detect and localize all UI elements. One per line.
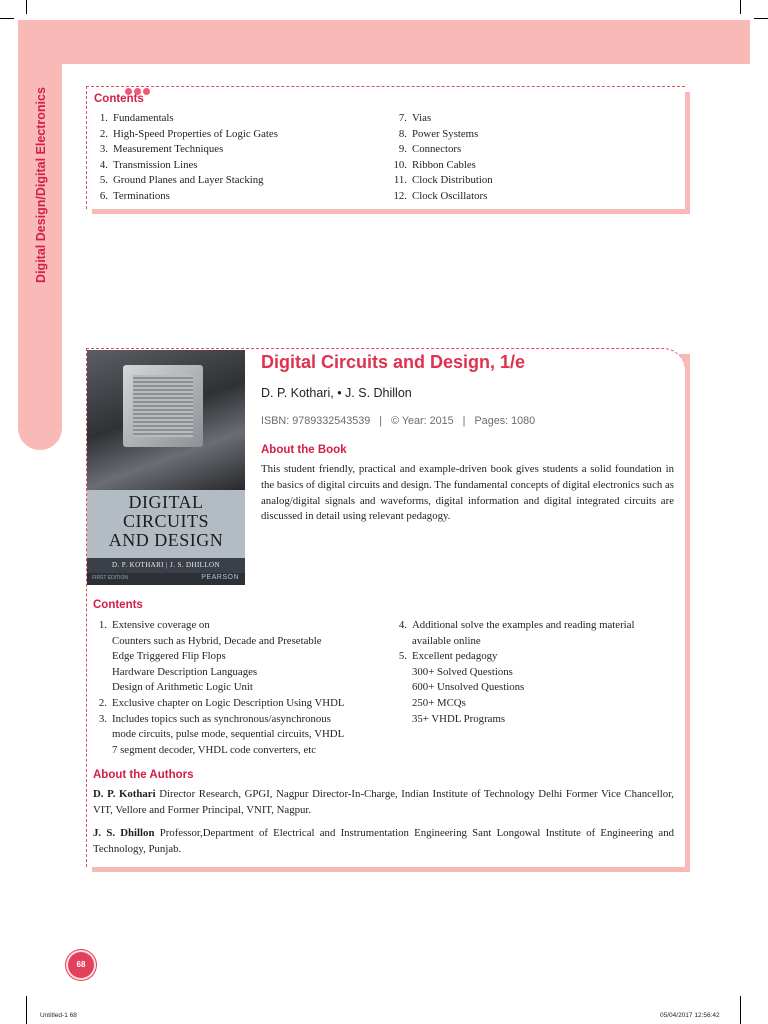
- contents-heading-1: Contents: [94, 93, 144, 105]
- list-text: available online: [412, 634, 481, 647]
- list-text: Measurement Techniques: [113, 143, 224, 156]
- list-text: Design of Arithmetic Logic Unit: [112, 681, 253, 694]
- cover-photo: [87, 350, 245, 490]
- list-item: [92, 142, 278, 158]
- list-item: [92, 111, 278, 127]
- cover-title-line: AND DESIGN: [108, 530, 224, 550]
- about-authors-heading: About the Authors: [93, 769, 194, 781]
- about-book-heading: About the Book: [261, 444, 347, 456]
- list-number: 9.: [398, 143, 407, 156]
- list-number: 3.: [99, 143, 108, 156]
- list-text: Power Systems: [412, 127, 479, 140]
- list-text: mode circuits, pulse mode, sequential circuits, VHDL: [112, 728, 345, 741]
- cover-authors: D. P. KOTHARI | J. S. DHILLON: [87, 558, 245, 573]
- list-number: 3.: [98, 712, 107, 725]
- crop-mark: [740, 996, 741, 1024]
- list-text: Counters such as Hybrid, Decade and Presetable: [112, 634, 322, 647]
- list-number: 2.: [98, 696, 107, 709]
- list-text: 300+ Solved Questions: [412, 665, 513, 678]
- list-item: [91, 743, 344, 759]
- list-number: 1.: [98, 619, 107, 631]
- book-title: Digital Circuits and Design, 1/e: [261, 352, 526, 372]
- list-item: [91, 665, 344, 681]
- list-text: Includes topics such as synchronous/asynchronous: [112, 712, 331, 725]
- list-text: Ground Planes and Layer Stacking: [113, 174, 264, 187]
- list-item: [91, 618, 344, 634]
- list-item: [391, 649, 634, 665]
- contents-list-left-2: [91, 618, 344, 758]
- list-text: Fundamentals: [113, 112, 174, 124]
- side-label: Digital Design/Digital Electronics: [34, 87, 48, 283]
- contents-box-1: [86, 86, 685, 209]
- list-number: 5.: [99, 174, 108, 187]
- list-item: [91, 712, 344, 728]
- list-text: Extensive coverage on: [112, 619, 210, 631]
- list-item: [387, 142, 493, 158]
- list-text: High-Speed Properties of Logic Gates: [113, 127, 278, 140]
- list-item: [92, 189, 278, 205]
- separator: |: [462, 415, 466, 427]
- author-1-bio: [93, 787, 674, 819]
- crop-mark: [754, 18, 768, 19]
- list-text: 250+ MCQs: [412, 696, 466, 709]
- crop-mark: [26, 0, 27, 14]
- list-item: [387, 158, 493, 174]
- list-item: [387, 127, 493, 143]
- cover-publisher-logo: PEARSON: [201, 574, 239, 581]
- list-text: Hardware Description Languages: [112, 665, 258, 678]
- contents-list-right-2: [391, 618, 634, 727]
- list-number: 7.: [398, 112, 407, 124]
- list-text: Clock Distribution: [412, 174, 493, 187]
- list-number: 5.: [398, 650, 407, 663]
- list-item: [91, 696, 344, 712]
- list-item: [91, 649, 344, 665]
- list-number: 4.: [99, 158, 108, 171]
- list-item: [92, 158, 278, 174]
- list-number: 6.: [99, 189, 108, 202]
- list-item: [387, 173, 493, 189]
- crop-mark: [740, 0, 741, 14]
- page-number: 68: [76, 960, 86, 969]
- isbn: ISBN: 9789332543539: [261, 415, 371, 427]
- list-number: 8.: [398, 127, 407, 140]
- list-item: [391, 680, 634, 696]
- footer-timestamp: 05/04/2017 12:56:42: [660, 1012, 720, 1019]
- list-number: 2.: [99, 127, 108, 140]
- cover-title-line: CIRCUITS: [122, 511, 209, 531]
- footer-file: Untitled-1 68: [40, 1012, 77, 1019]
- contents-list-left: [92, 111, 278, 205]
- author-2-text: Professor,Department of Electrical and Instrumentation Engineering Sant Longowal Institute of Engineering and Technology, Punjab.: [93, 827, 675, 855]
- crop-mark: [0, 18, 14, 19]
- contents-list-right: [387, 111, 493, 205]
- contents-heading-2: Contents: [93, 599, 143, 611]
- list-item: [391, 634, 634, 650]
- list-text: Connectors: [412, 143, 462, 156]
- crop-mark: [26, 996, 27, 1024]
- author-1-text: Director Research, GPGI, Nagpur Director-In-Charge, Indian Institute of Technology Delhi Former Vice Chancellor, VIT, Vellore and Former Principal, VNIT, Nagpur.: [93, 788, 674, 816]
- pages: Pages: 1080: [474, 415, 536, 427]
- author-2-bio: [93, 826, 674, 858]
- cover-title: [87, 490, 245, 558]
- list-text: Clock Oscillators: [412, 189, 488, 202]
- list-text: 7 segment decoder, VHDL code converters, etc: [112, 743, 317, 756]
- list-item: [391, 665, 634, 681]
- author-1-name: D. P. Kothari: [93, 788, 156, 800]
- book-meta: [261, 415, 535, 427]
- list-number: 11.: [393, 174, 407, 187]
- list-item: [391, 618, 634, 634]
- top-band: [18, 20, 750, 64]
- list-text: 35+ VHDL Programs: [412, 712, 506, 725]
- list-item: [92, 127, 278, 143]
- cover-title-line: DIGITAL: [128, 492, 204, 512]
- list-text: Exclusive chapter on Logic Description Using VHDL: [112, 696, 345, 709]
- list-number: 12.: [393, 189, 407, 202]
- year: © Year: 2015: [391, 415, 454, 427]
- list-item: [91, 727, 344, 743]
- list-number: 1.: [99, 112, 108, 124]
- list-item: [387, 111, 493, 127]
- list-text: Additional solve the examples and reading material: [412, 619, 635, 631]
- list-item: [92, 173, 278, 189]
- list-item: [91, 634, 344, 650]
- separator: |: [379, 415, 383, 427]
- list-text: Ribbon Cables: [412, 158, 476, 171]
- list-item: [387, 189, 493, 205]
- list-item: [391, 696, 634, 712]
- page-number-badge: [68, 952, 94, 978]
- list-text: Terminations: [113, 189, 170, 202]
- list-text: Vias: [412, 112, 432, 124]
- list-text: Edge Triggered Flip Flops: [112, 650, 226, 663]
- cover-edition: FIRST EDITION: [92, 575, 129, 581]
- list-text: 600+ Unsolved Questions: [412, 681, 525, 694]
- about-book-text: This student friendly, practical and example-driven book gives students a solid foundation in the basics of digital circuits and design. The fundamental concepts of digital electronics such as analog/digital signals and waveforms, digital information and digital integrated circuits are discussed in detail using relevant pedagogy.: [261, 463, 674, 523]
- cpu-socket-icon: [123, 365, 203, 447]
- list-text: Transmission Lines: [113, 158, 198, 171]
- list-number: 4.: [398, 619, 407, 631]
- list-item: [391, 712, 634, 728]
- book-cover-image: [87, 350, 245, 585]
- author-2-name: J. S. Dhillon: [93, 827, 155, 839]
- list-text: Excellent pedagogy: [412, 650, 498, 663]
- book-authors: D. P. Kothari, • J. S. Dhillon: [261, 386, 412, 400]
- list-number: 10.: [393, 158, 407, 171]
- list-item: [91, 680, 344, 696]
